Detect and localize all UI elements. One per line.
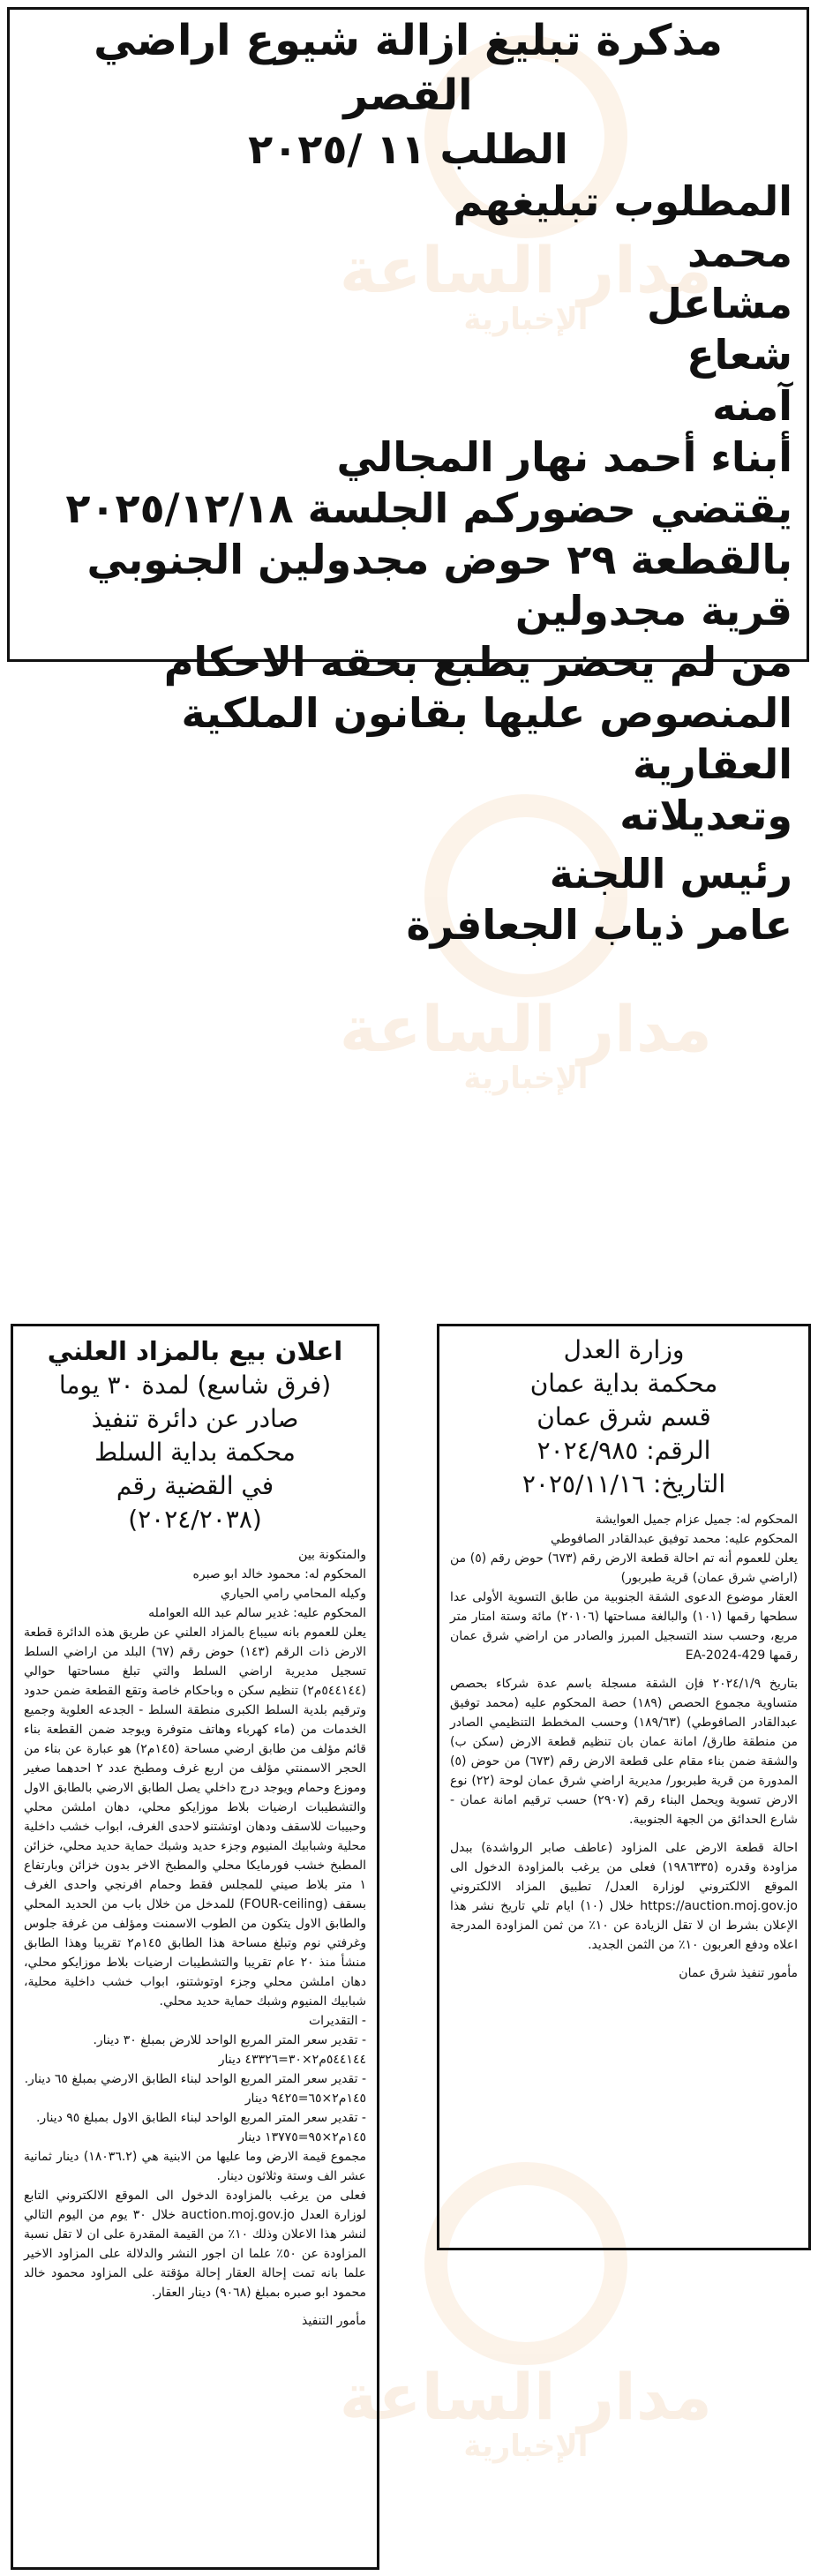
- watermark-text: مدار الساعة: [339, 233, 712, 307]
- watermark-text: مدار الساعة: [339, 2360, 712, 2434]
- bidding-instructions: فعلى من يرغب بالمزاودة الدخول الى الموقع الالكتروني التابع لوزارة العدل auction.moj.gov.jo خلال ٣٠ يوم من اليوم التالي لنشر هذا الاعلان وذلك ١٠٪ من القيمة المقدرة على ان لا تقل نسبة المزاودة عن ٥٠٪ علما ان اجور النشر والدلالة على المزاود الاخير علما بانه تمت إحالة العقار إحالة مؤقتة على المزاود محمود خالد محمود ابو صبره بمبلغ (٩٠٦٨) دينار العقار.: [24, 2189, 366, 2300]
- issuer-line: صادر عن دائرة تنفيذ: [91, 1404, 299, 1433]
- court-name: محكمة بداية السلط: [94, 1438, 296, 1467]
- notice-intro: المطلوب تبليغهم: [453, 177, 792, 225]
- case-number: (٢٠٢٤/٢٠٣٨): [128, 1505, 262, 1534]
- notice-title: مذكرة تبليغ ازالة شيوع اراضي القصر: [94, 16, 723, 120]
- notice-partition-removal: [7, 7, 809, 949]
- notice-date: التاريخ: ٢٠٢٥/١١/١٦: [522, 1469, 726, 1498]
- recipient-name: آمنه: [712, 382, 792, 430]
- estimate-line: - تقدير سعر المتر المربع الواحد لبناء الطابق الاول بمبلغ ٩٥ دينار.: [35, 2111, 366, 2125]
- judgment-debtor: المحكوم عليه: محمد توفيق عبدالقادر الصافوطي: [550, 1532, 798, 1546]
- watermark-subtext: الإخبارية: [463, 2429, 589, 2464]
- case-label: في القضية رقم: [116, 1471, 274, 1500]
- judgment-creditor: المحكوم له: محمود خالد ابو صبره: [192, 1567, 366, 1581]
- request-number: الطلب ١١ /٢٠٢٥: [248, 125, 568, 173]
- watermark-subtext: الإخبارية: [463, 302, 589, 337]
- total-value: مجموع قيمة الارض وما عليها من الابنية هي (١٨٠٣٦.٢) دينار ثمانية عشر الف وستة وثلاثون دينار.: [24, 2150, 366, 2183]
- recipient-name: شعاع: [687, 331, 792, 379]
- signature: مأمور التنفيذ: [302, 2314, 366, 2328]
- parties-intro: والمتكونة بين: [298, 1548, 366, 1562]
- recipients-family: أبناء أحمد نهار المجالي: [336, 433, 792, 481]
- estimate-calc: ١٤٥م٢×٦٥=٩٤٢٥ دينار: [244, 2092, 366, 2106]
- auction-referral: احالة قطعة الارض على المزاود (عاطف صابر الرواشدة) ببدل مزاودة وقدره (١٩٨٦٣٣٥) فعلى من يرغب بالمزاودة الدخول الى الموقع الالكتروني لوزارة العدل/ تطبيق المزاد الالكتروني https://auction.moj.gov.jo خلال (١٠) ايام تلي تاريخ نشر هذا الإعلان بشرط ان لا تقل الزيادة عن ١٠٪ من ثمن المزاودة المدرجة اعلاه ودفع العربون ١٠٪ من الثمن الجديد.: [450, 1841, 798, 1952]
- chair-title: رئيس اللجنة: [549, 850, 792, 897]
- village-name: قرية مجدولين: [514, 587, 792, 635]
- property-description: العقار موضوع الدعوى الشقة الجنوبية من طابق التسوية الأولى عدا سطحها رقمها (١٠١) والبالغة مساحتها (٢٠١٠٦) مائة وستة امتار متر مربع، وحسب سند التسجيل المبرز والصادر من اراضي شرق عمان رقمها 429-EA-2024: [450, 1590, 798, 1663]
- hearing-date: يقتضي حضوركم الجلسة ٢٠٢٥/١٢/١٨: [65, 484, 792, 532]
- notice-warning: من لم يحضر يطبع بحقه الاحكام: [163, 638, 792, 686]
- auction-subtitle: (فرق شاسع) لمدة ٣٠ يوما: [58, 1371, 332, 1400]
- watermark-subtext: الإخبارية: [463, 1061, 589, 1096]
- judgment-creditor: المحكوم له: جميل عزام جميل العوايشة: [595, 1513, 798, 1527]
- notice-warning: المنصوص عليها بقانون الملكية العقارية: [181, 689, 792, 788]
- creditor-lawyer: وكيله المحامي رامي الحياري: [220, 1587, 366, 1601]
- estimates-heading: - التقديرات: [308, 2014, 366, 2028]
- property-details: بتاريخ ٢٠٢٤/١/٩ فإن الشقة مسجلة باسم عدة شركاء بحصص متساوية مجموع الحصص (١٨٩) حصة المحكوم عليه (محمد توفيق عبدالقادر الصافوطي) (١٨٩/٦٣) وحسب المخطط التنظيمي الصادر من منطقة طارق/ امانة عمان بان تنظيم قطعة الارض (سكن ب) والشقة ضمن بناء مقام على قطعة الارض رقم (٦٧٣) من حوض (٥) المدورة من قرية طبربور/ مديرية اراضي شرق عمان لوحة (٢٢) نوع الارض تسوية ويحمل البناء رقم (٢٩٠٧) حسب ترقيم امانة عمان - شارع الحدائق من الجهة الجنوبية.: [450, 1677, 799, 1827]
- notice-warning: وتعديلاته: [619, 792, 792, 839]
- ministry-notice: [437, 1324, 811, 2250]
- signature: مأمور تنفيذ شرق عمان: [679, 1966, 798, 1980]
- estimate-line: - تقدير سعر المتر المربع الواحد للارض بمبلغ ٣٠ دينار.: [93, 2033, 366, 2047]
- recipient-name: مشاعل: [646, 280, 792, 327]
- judgment-debtor: المحكوم عليه: غدير سالم عبد الله العوامله: [148, 1606, 366, 1620]
- recipient-name: محمد: [687, 229, 792, 276]
- watermark-text: مدار الساعة: [339, 992, 712, 1066]
- auction-notice: [11, 1324, 379, 2570]
- court-name: محكمة بداية عمان: [529, 1369, 718, 1398]
- property-description: يعلن للعموم بانه سيباع بالمزاد العلني عن طريق هذه الدائرة قطعة الارض ذات الرقم (١٤٣) حوض رقم (٦٧) البلد من اراضي السلط تسجيل مديرية اراضي السلط والتي تبلغ مساحتها حوالي (٥٤٤١٤٤م٢) تنظيم سكن ه وباحكام خاصة وتقع القطعة ضمن حدود وترقيم بلدية السلط الكبرى منطقة السلط - الجدعه العلوية وجميع الخدمات من (ماء كهرباء وهاتف متوفرة ويوجد ضمن القطعة بناء قائم مؤلف من طابق ارضي مساحة (١٤٥م٢) هو عبارة عن بناء من الحجر الاسمنتي مؤلف من اربع غرف ومطبخ عدد ٢ احدهما صغير وموزع وحمام ويوجد درج داخلي يصل الطابق الارضي بالطابق الاول والتشطيبات ارضيات بلاط موزايكو محلي، دهان املشن محلي وحبيبات للاسقف ودهان اوتشتنو لاحدى الغرف، ابواب خشب داخلية محلية وشبابيك المنيوم وجزء حديد وشبك حماية حديد محلي، خزائن المطبخ خشب فورمايكا محلي والمطبخ الاخر بدون خزائن وبارتفاع ١ متر بلاط صيني للمجلس فقط وحمام افرنجي واحدى الغرف بسقف (FOUR-ceiling) للمدخل من خلال باب من الحديد المحلي والطابق الاول يتكون من الطوب الاسمنت ومؤلف من غرفة جلوس وغرفتي نوم وتبلغ مساحة هذا الطابق ١٤٥م٢ تقريبا وهذا الطابق منشأ منذ ٢٠ عام تقريبا والتشطيبات ارضيات بلاط موزايكو محلي، دهان املشن محلي وجزء اوتوشتنو، ابواب خشب داخلية محلية، شبابيك المنيوم وشبك حماية حديد محلي.: [24, 1626, 367, 2009]
- estimate-calc: ١٤٥م٢×٩٥=١٣٧٧٥ دينار: [238, 2130, 366, 2144]
- plot-location: بالقطعة ٢٩ حوض مجدولين الجنوبي: [86, 536, 792, 583]
- chair-name: عامر ذياب الجعافرة: [406, 901, 792, 949]
- auction-title: اعلان بيع بالمزاد العلني: [47, 1336, 343, 1366]
- notice-paragraph: يعلن للعموم أنه تم احالة قطعة الارض رقم (٦٧٣) حوض رقم (٥) من (اراضي شرق عمان) قرية طبربور): [450, 1551, 799, 1585]
- ministry-title: وزارة العدل: [563, 1335, 685, 1364]
- court-section: قسم شرق عمان: [537, 1402, 711, 1431]
- case-number: الرقم: ٢٠٢٤/٩٨٥: [537, 1436, 711, 1465]
- estimate-line: - تقدير سعر المتر المربع الواحد لبناء الطابق الارضي بمبلغ ٦٥ دينار.: [24, 2072, 366, 2086]
- estimate-calc: ٥٤٤١٤٤م٢×٣٠=٤٣٣٢٦ دينار: [218, 2053, 366, 2067]
